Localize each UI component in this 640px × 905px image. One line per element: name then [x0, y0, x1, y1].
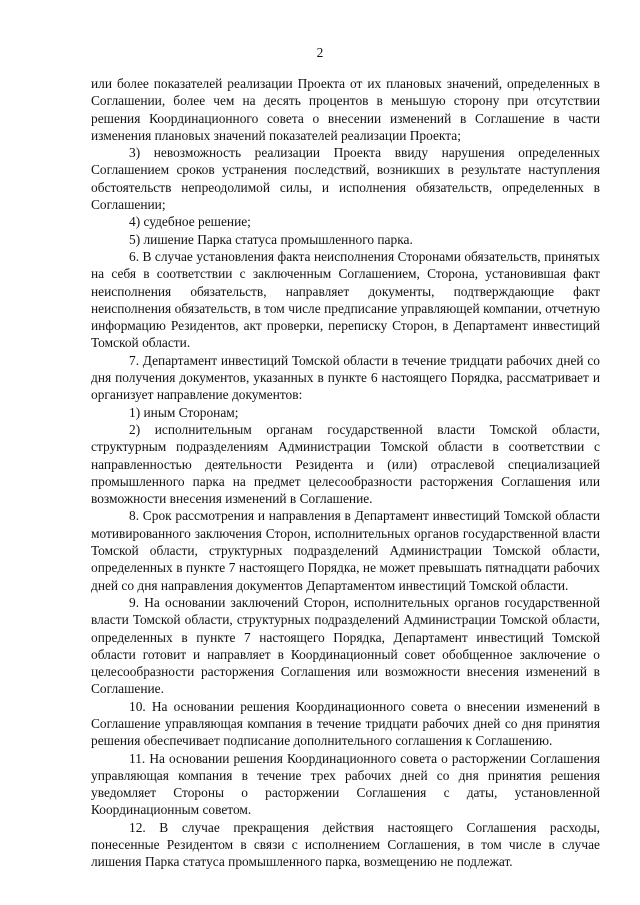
paragraph-continuation: или более показателей реализации Проекта от их плановых значений, определенных в Соглашении, более чем на десять процентов в меньшую сторону при отсутствии решения Координационного совета о внесении изменений в Соглашение в части изменения плановых значений показателей реализации Проекта;: [91, 76, 600, 143]
list-item-4: 4) судебное решение;: [129, 214, 251, 230]
clause-9: 9. На основании заключений Сторон, исполнительных органов государственной власти Томской области, структурных подразделений Администрации Томской области, определенных в пункте 7 настоящего Порядка, Департамент инвестиций Томской области готовит и направляет в Координационный совет обобщенное заключение о целесообразности расторжения Соглашения или возможности внесения изменений в Соглашение.: [91, 594, 600, 697]
clause-7-item-2: 2) исполнительным органам государственной власти Томской области, структурным подразделениям Администрации Томской области в соответствии с направленностью деятельности Резидента и (или) отраслевой специализацией промышленного парка на предмет целесообразности расторжения Соглашения или возможности внесения изменений в Соглашение.: [91, 421, 600, 507]
page-number: 2: [316, 45, 324, 60]
document-body: [91, 75, 600, 871]
clause-12: 12. В случае прекращения действия настоящего Соглашения расходы, понесенные Резидентом в связи с исполнением Соглашения, в том числе в случае лишения Парка статуса промышленного парка, возмещению не подлежат.: [91, 819, 600, 870]
list-item-3: 3) невозможность реализации Проекта ввиду нарушения определенных Соглашением сроков устранения последствий, возникших в результате наступления обстоятельств непреодолимой силы, и исполнения обязательств, определенных в Соглашении;: [91, 145, 600, 213]
clause-6: 6. В случае установления факта неисполнения Сторонами обязательств, принятых на себя в соответствии с заключенным Соглашением, Сторона, установившая факт неисполнения обязательств, направляет документы, подтверждающие факт неисполнения обязательств, в том числе предписание управляющей компании, отчетную информацию Резидентов, акт проверки, переписку Сторон, в Департамент инвестиций Томской области.: [91, 248, 600, 351]
list-item-5: 5) лишение Парка статуса промышленного парка.: [129, 231, 413, 247]
clause-10: 10. На основании решения Координационного совета о внесении изменений в Соглашение управляющая компания в течение тридцати рабочих дней со дня принятия решения обеспечивает подписание дополнительного соглашения к Соглашению.: [91, 698, 600, 749]
clause-7-item-1: 1) иным Сторонам;: [129, 404, 239, 420]
clause-7: 7. Департамент инвестиций Томской области в течение тридцати рабочих дней со дня получения документов, указанных в пункте 6 настоящего Порядка, рассматривает и организует направление документов:: [91, 352, 600, 403]
clause-11: 11. На основании решения Координационного совета о расторжении Соглашения управляющая компания в течение трех рабочих дней со дня принятия решения уведомляет Стороны о расторжении Соглашения с даты, установленной Координационным советом.: [91, 750, 600, 818]
clause-8: 8. Срок рассмотрения и направления в Департамент инвестиций Томской области мотивированного заключения Сторон, исполнительных органов государственной власти Томской области, структурных подразделений Администрации Томской области, определенных в пункте 7 настоящего Порядка, не может превышать пятнадцати рабочих дней со дня направления документов Департаментом инвестиций Томской области.: [91, 508, 600, 593]
